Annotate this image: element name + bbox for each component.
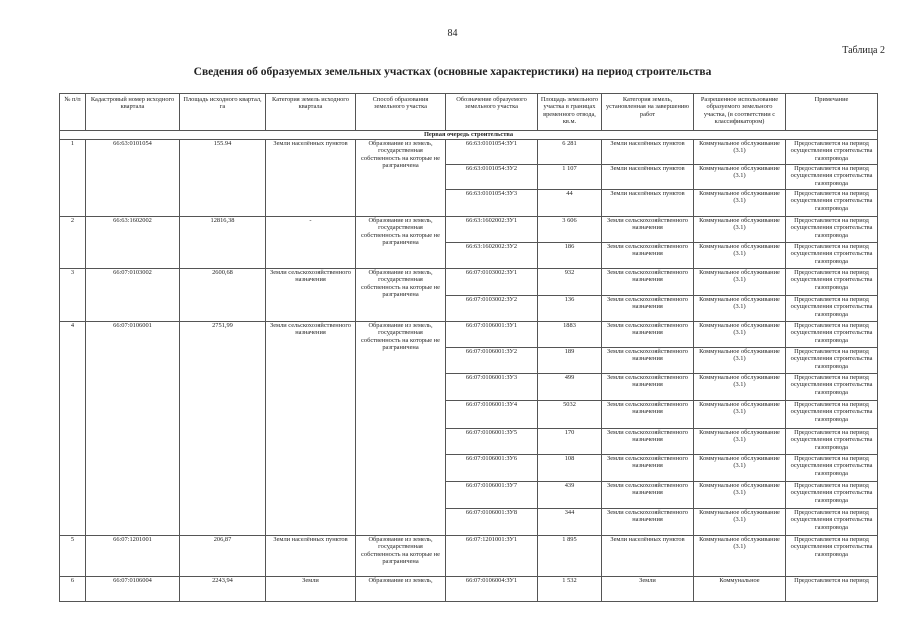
land-plots-table: [59, 93, 878, 602]
plot-category-cell: Земли сельскохозяйственного назначения: [602, 296, 694, 322]
plot-id-cell: 66:63:1602002:ЗУ2: [446, 243, 538, 269]
plot-area-cell: 344: [538, 509, 602, 536]
source-area-cell: 12816,38: [180, 217, 266, 269]
plot-category-cell: Земли сельскохозяйственного назначения: [602, 269, 694, 296]
header-cell: Категория земель исходного квартала: [266, 94, 356, 131]
header-cell: Категория земель, установленная на завершению работ: [602, 94, 694, 131]
plot-area-cell: 932: [538, 269, 602, 296]
cadastral-number-cell: 66:63:1602002: [86, 217, 180, 269]
source-area-cell: 2600,68: [180, 269, 266, 322]
note-cell: Предоставляется на период осуществления строительства газопровода: [786, 401, 878, 429]
note-cell: Предоставляется на период осуществления строительства газопровода: [786, 482, 878, 509]
plot-category-cell: Земли сельскохозяйственного назначения: [602, 401, 694, 429]
permitted-use-cell: Коммунальное обслуживание (3.1): [694, 509, 786, 536]
source-area-cell: 155.94: [180, 140, 266, 217]
formation-method-cell: Образование из земель, государственная собственность на которые не разграничена: [356, 322, 446, 536]
plot-id-cell: 66:07:0106001:ЗУ6: [446, 455, 538, 482]
plot-area-cell: 186: [538, 243, 602, 269]
plot-id-cell: 66:63:0101054:ЗУ3: [446, 190, 538, 217]
section-row: [60, 131, 878, 140]
table-row: [60, 536, 878, 577]
header-cell: № п/п: [60, 94, 86, 131]
note-cell: Предоставляется на период: [786, 577, 878, 602]
formation-method-cell: Образование из земель, государственная собственность на которые не разграничена: [356, 269, 446, 322]
plot-category-cell: Земли сельскохозяйственного назначения: [602, 509, 694, 536]
plot-id-cell: 66:07:0103002:ЗУ2: [446, 296, 538, 322]
header-cell: Примечание: [786, 94, 878, 131]
plot-id-cell: 66:07:0103002:ЗУ1: [446, 269, 538, 296]
permitted-use-cell: Коммунальное обслуживание (3.1): [694, 217, 786, 243]
source-area-cell: 2243,94: [180, 577, 266, 602]
plot-area-cell: 6 281: [538, 140, 602, 165]
permitted-use-cell: Коммунальное обслуживание (3.1): [694, 536, 786, 577]
note-cell: Предоставляется на период осуществления строительства газопровода: [786, 455, 878, 482]
permitted-use-cell: Коммунальное обслуживание (3.1): [694, 455, 786, 482]
page-number: 84: [447, 28, 458, 39]
table-row: [60, 577, 878, 602]
plot-area-cell: 3 606: [538, 217, 602, 243]
plot-id-cell: 66:07:0106001:ЗУ4: [446, 401, 538, 429]
header-cell: Кадастровый номер исходного квартала: [86, 94, 180, 131]
plot-category-cell: Земли сельскохозяйственного назначения: [602, 429, 694, 455]
source-area-cell: 206,87: [180, 536, 266, 577]
row-number-cell: 4: [60, 322, 86, 536]
plot-category-cell: Земли сельскохозяйственного назначения: [602, 217, 694, 243]
header-cell: Способ образования земельного участка: [356, 94, 446, 131]
note-cell: Предоставляется на период осуществления строительства газопровода: [786, 374, 878, 401]
permitted-use-cell: Коммунальное обслуживание (3.1): [694, 243, 786, 269]
permitted-use-cell: Коммунальное обслуживание (3.1): [694, 348, 786, 374]
header-cell: Обозначение образуемого земельного участка: [446, 94, 538, 131]
plot-category-cell: Земли сельскохозяйственного назначения: [602, 374, 694, 401]
row-number-cell: 1: [60, 140, 86, 217]
plot-category-cell: Земли населённых пунктов: [602, 165, 694, 190]
plot-id-cell: 66:07:0106001:ЗУ7: [446, 482, 538, 509]
table-row: [60, 217, 878, 243]
source-category-cell: Земли сельскохозяйственного назначения: [266, 269, 356, 322]
permitted-use-cell: Коммунальное обслуживание (3.1): [694, 482, 786, 509]
note-cell: Предоставляется на период осуществления строительства газопровода: [786, 269, 878, 296]
cadastral-number-cell: 66:07:0106004: [86, 577, 180, 602]
permitted-use-cell: Коммунальное обслуживание (3.1): [694, 322, 786, 348]
source-category-cell: -: [266, 217, 356, 269]
section-title: Первая очередь строительства: [60, 131, 878, 140]
permitted-use-cell: Коммунальное обслуживание (3.1): [694, 296, 786, 322]
cadastral-number-cell: 66:07:0103002: [86, 269, 180, 322]
plot-area-cell: 108: [538, 455, 602, 482]
plot-category-cell: Земли сельскохозяйственного назначения: [602, 348, 694, 374]
note-cell: Предоставляется на период осуществления строительства газопровода: [786, 348, 878, 374]
source-category-cell: Земли населённых пунктов: [266, 536, 356, 577]
note-cell: Предоставляется на период осуществления строительства газопровода: [786, 140, 878, 165]
note-cell: Предоставляется на период осуществления строительства газопровода: [786, 536, 878, 577]
source-area-cell: 2751,99: [180, 322, 266, 536]
source-category-cell: Земли: [266, 577, 356, 602]
note-cell: Предоставляется на период осуществления строительства газопровода: [786, 217, 878, 243]
plot-area-cell: 1 532: [538, 577, 602, 602]
permitted-use-cell: Коммунальное обслуживание (3.1): [694, 429, 786, 455]
plot-id-cell: 66:07:1201001:ЗУ1: [446, 536, 538, 577]
plot-area-cell: 189: [538, 348, 602, 374]
formation-method-cell: Образование из земель,: [356, 577, 446, 602]
row-number-cell: 5: [60, 536, 86, 577]
plot-id-cell: 66:07:0106001:ЗУ5: [446, 429, 538, 455]
plot-area-cell: 439: [538, 482, 602, 509]
source-category-cell: Земли сельскохозяйственного назначения: [266, 322, 356, 536]
document-title: Сведения об образуемых земельных участках (основные характеристики) на период строительства: [193, 66, 712, 78]
plot-area-cell: 5032: [538, 401, 602, 429]
table-row: [60, 322, 878, 348]
header-cell: Площадь земельного участка в границах временного отвода, кв.м.: [538, 94, 602, 131]
formation-method-cell: Образование из земель, государственная собственность на которые не разграничена: [356, 140, 446, 217]
plot-category-cell: Земли населённых пунктов: [602, 536, 694, 577]
plot-category-cell: Земли сельскохозяйственного назначения: [602, 455, 694, 482]
plot-area-cell: 170: [538, 429, 602, 455]
permitted-use-cell: Коммунальное обслуживание (3.1): [694, 269, 786, 296]
plot-category-cell: Земли сельскохозяйственного назначения: [602, 482, 694, 509]
plot-id-cell: 66:07:0106001:ЗУ1: [446, 322, 538, 348]
formation-method-cell: Образование из земель, государственная собственность на которые не разграничена: [356, 217, 446, 269]
note-cell: Предоставляется на период осуществления строительства газопровода: [786, 165, 878, 190]
permitted-use-cell: Коммунальное обслуживание (3.1): [694, 401, 786, 429]
table-row: [60, 269, 878, 296]
header-row: [60, 94, 878, 131]
row-number-cell: 6: [60, 577, 86, 602]
plot-category-cell: Земли: [602, 577, 694, 602]
plot-area-cell: 1883: [538, 322, 602, 348]
cadastral-number-cell: 66:07:1201001: [86, 536, 180, 577]
cadastral-number-cell: 66:07:0106001: [86, 322, 180, 536]
plot-area-cell: 1 895: [538, 536, 602, 577]
row-number-cell: 3: [60, 269, 86, 322]
note-cell: Предоставляется на период осуществления строительства газопровода: [786, 322, 878, 348]
plot-area-cell: 1 107: [538, 165, 602, 190]
permitted-use-cell: Коммунальное обслуживание (3.1): [694, 140, 786, 165]
plot-area-cell: 136: [538, 296, 602, 322]
cadastral-number-cell: 66:63:0101054: [86, 140, 180, 217]
permitted-use-cell: Коммунальное: [694, 577, 786, 602]
header-cell: Разрешенное использование образуемого земельного участка, (в соответствии с классификатором): [694, 94, 786, 131]
row-number-cell: 2: [60, 217, 86, 269]
plot-area-cell: 44: [538, 190, 602, 217]
plot-area-cell: 499: [538, 374, 602, 401]
plot-id-cell: 66:07:0106001:ЗУ2: [446, 348, 538, 374]
plot-category-cell: Земли сельскохозяйственного назначения: [602, 243, 694, 269]
note-cell: Предоставляется на период осуществления строительства газопровода: [786, 190, 878, 217]
formation-method-cell: Образование из земель, государственная собственность на которые не разграничена: [356, 536, 446, 577]
plot-id-cell: 66:07:0106001:ЗУ3: [446, 374, 538, 401]
note-cell: Предоставляется на период осуществления строительства газопровода: [786, 296, 878, 322]
note-cell: Предоставляется на период осуществления строительства газопровода: [786, 243, 878, 269]
plot-category-cell: Земли населённых пунктов: [602, 190, 694, 217]
header-cell: Площадь исходного квартал, га: [180, 94, 266, 131]
plot-category-cell: Земли сельскохозяйственного назначения: [602, 322, 694, 348]
permitted-use-cell: Коммунальное обслуживание (3.1): [694, 165, 786, 190]
table-row: [60, 140, 878, 165]
note-cell: Предоставляется на период осуществления строительства газопровода: [786, 509, 878, 536]
plot-id-cell: 66:63:0101054:ЗУ2: [446, 165, 538, 190]
source-category-cell: Земли населённых пунктов: [266, 140, 356, 217]
plot-id-cell: 66:63:0101054:ЗУ1: [446, 140, 538, 165]
permitted-use-cell: Коммунальное обслуживание (3.1): [694, 190, 786, 217]
table-label: Таблица 2: [842, 45, 885, 56]
plot-id-cell: 66:07:0106001:ЗУ8: [446, 509, 538, 536]
plot-id-cell: 66:63:1602002:ЗУ1: [446, 217, 538, 243]
note-cell: Предоставляется на период осуществления строительства газопровода: [786, 429, 878, 455]
plot-id-cell: 66:07:0106004:ЗУ1: [446, 577, 538, 602]
permitted-use-cell: Коммунальное обслуживание (3.1): [694, 374, 786, 401]
plot-category-cell: Земли населённых пунктов: [602, 140, 694, 165]
